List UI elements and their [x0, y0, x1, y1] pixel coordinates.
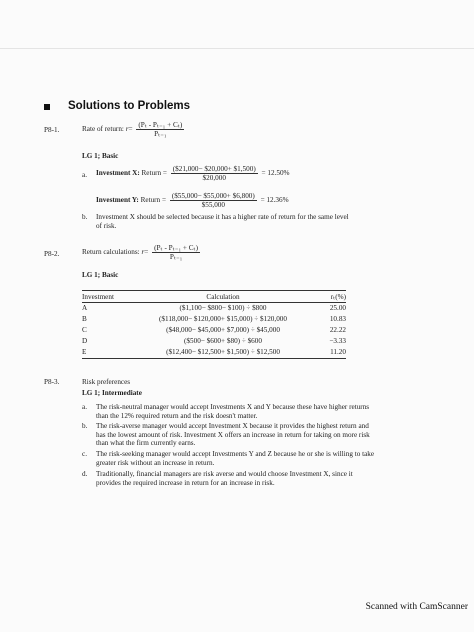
answer-paragraph: The risk-seeking manager would accept Investments Y and Z because he or she is willing to take greater risk without an increase in return. [96, 450, 375, 467]
problem-number: P8-3. [44, 378, 60, 386]
item-letter: a. [82, 403, 87, 411]
return-prefix: Return = [140, 196, 167, 205]
scanner-watermark: Scanned with CamScanner [365, 602, 468, 612]
answer-paragraph: The risk-averse manager would accept Investment X because it provides the highest return and has the lowest amount of risk. Investment X offers an increase in return for taking on more risk than what the firm currently earns. [96, 422, 370, 448]
formula-lhs: r [141, 248, 145, 257]
calculation-cell: ($118,000− $120,000+ $15,000) ÷ $120,000 [159, 315, 287, 323]
investment-x-numerator: ($21,000− $20,000+ $1,500) [172, 165, 256, 173]
return-calculations-table [82, 290, 346, 359]
answer-paragraph: The risk-neutral manager would accept Investments X and Y because these have higher returns than the 12% required return and the risk doesn't matter. [96, 403, 370, 420]
return-cell: 22.22 [329, 326, 346, 334]
section-bullet [44, 104, 50, 110]
calculation-cell: ($1,100− $800− $100) ÷ $800 [179, 304, 267, 312]
learning-goal: LG 1; Basic [82, 271, 119, 279]
return-cell: −3.33 [329, 337, 346, 345]
formula-numerator: (Pₜ - Pₜ₋₁ + Cₜ) [154, 244, 199, 252]
investment-cell: C [82, 326, 87, 334]
table-row [82, 336, 346, 347]
investment-y-label: Investment Y: [96, 196, 139, 205]
formula-lhs: r [125, 125, 129, 134]
formula-denominator: Pₜ₋₁ [169, 253, 183, 261]
answer-paragraph: Traditionally, financial managers are risk averse and would choose Investment X, since it provides the required increase in return for an increase in risk. [96, 470, 353, 487]
investment-y-fraction [170, 192, 257, 209]
investment-y-numerator: ($55,000− $55,000+ $6,800) [171, 192, 255, 200]
item-letter: b. [82, 422, 88, 430]
item-letter: a. [82, 171, 87, 179]
return-prefix: Return = [141, 169, 167, 178]
return-cell: 25.00 [329, 304, 346, 312]
return-cell: 11.20 [312, 347, 346, 359]
formula-rate-of-return [82, 121, 186, 138]
column-header: Calculation [134, 291, 312, 303]
problem-heading: Risk preferences [82, 378, 131, 386]
investment-x-label: Investment X: [96, 169, 140, 178]
formula-denominator: Pₜ₋₁ [154, 130, 167, 138]
calculation-cell: ($12,400− $12,500+ $1,500) ÷ $12,500 [134, 347, 312, 359]
investment-x-calc [96, 165, 290, 182]
calculation-cell: ($48,000− $45,000+ $7,000) ÷ $45,000 [166, 326, 280, 334]
column-header: Investment [82, 291, 134, 303]
top-divider [0, 48, 474, 49]
formula-numerator: (Pₜ - Pₜ₋₁ + Cₜ) [138, 121, 183, 129]
formula-label: Rate of return: [82, 125, 124, 134]
formula-fraction [152, 244, 200, 261]
formula-fraction [136, 121, 184, 138]
investment-cell: B [82, 315, 87, 323]
equals-sign: = [144, 248, 149, 257]
return-cell: 10.83 [329, 315, 346, 323]
investment-x-result: = 12.50% [261, 169, 290, 178]
investment-cell: A [82, 304, 88, 312]
table-row [82, 347, 346, 359]
problem-number: P8-1. [44, 126, 60, 134]
item-letter: d. [82, 470, 88, 478]
section-title: Solutions to Problems [68, 100, 191, 112]
investment-y-denominator: $55,000 [201, 201, 225, 209]
formula-return-calculations [82, 244, 202, 261]
table-row [82, 303, 346, 315]
investment-x-fraction [171, 165, 258, 182]
investment-cell: D [82, 337, 88, 345]
investment-y-result: = 12.36% [260, 196, 289, 205]
calculation-cell: ($500− $600+ $80) ÷ $600 [184, 337, 262, 345]
investment-y-calc [96, 192, 289, 209]
formula-label: Return calculations: [82, 248, 140, 257]
answer-text-line: Investment X should be selected because it has a higher rate of return for the same level [96, 213, 349, 221]
answer-text-line: of risk. [96, 222, 117, 230]
item-letter: c. [82, 450, 87, 458]
investment-cell: E [82, 347, 134, 359]
item-letter: b. [82, 213, 88, 221]
column-header: rₜ(%) [312, 291, 346, 303]
table-row [82, 314, 346, 325]
learning-goal: LG 1; Basic [82, 152, 119, 160]
table-row [82, 325, 346, 336]
equals-sign: = [128, 125, 133, 134]
problem-number: P8-2. [44, 250, 60, 258]
learning-goal: LG 1; Intermediate [82, 389, 142, 397]
investment-x-denominator: $20,000 [202, 174, 226, 182]
table-header-row [82, 291, 346, 303]
